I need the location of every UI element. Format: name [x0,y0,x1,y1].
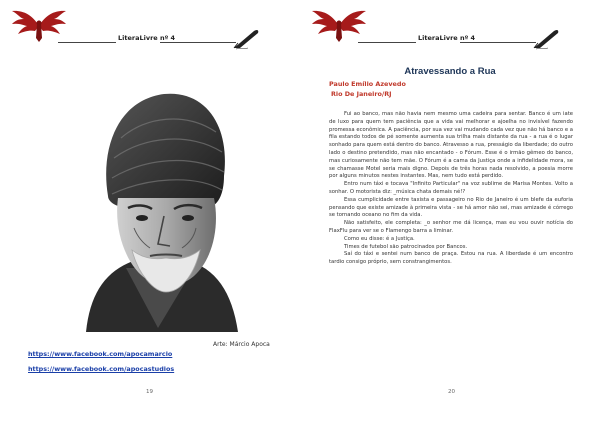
winged-logo-icon [10,6,68,44]
header-rule [58,42,116,43]
quill-pen-icon [232,28,260,50]
author-location: Rio De Janeiro/RJ [331,90,392,98]
header-rule [460,42,536,43]
paragraph: Saí do táxi e sentei num banco de praça. Estou na rua. A liberdade é um encontro tardio consigo próprio, sem constrangimentos. [329,251,573,266]
paragraph: Times de futebol são patrocinados por Bancos. [344,243,468,250]
paragraph: Fui ao banco, mas não havia nem mesmo uma cadeira para sentar. Banco é um iate de luxo para quem tem paciência que a vida vai melhorar e ajoelha no invisível fazendo promessa econômica. A paciência, por sua vez vai mudando cada vez que não há banco e a fila estando todos de pé somente aumenta sua trilha mais distante da rua - a rua é o lugar sonhado para quem está dentro do banco. Atravesso a rua, presságio da liberdade; do outro lado o destino pretendido, mas não encantado - o Fórum. Esse é o irmão gêmeo do banco, mas curiosamente não tem mãe. O Fórum é a cama da Justiça onde a infidelidade mora, se se chamasse Motel seria mais digno. Depois de três horas nada resolvido, a poesia morre por alguns minutos nestes instantes. Mas, nem tudo está perdido. [329,111,573,180]
facebook-link-apocastudios[interactable]: https://www.facebook.com/apocastudios [28,365,175,373]
header-title: LiteraLivre nº 4 [118,34,176,42]
paragraph: Essa cumplicidade entre taxista e passageiro no Rio de Janeiro é um blefe da euforia pensando que existe amizade à primeira vista - se há amor não sei, mas amizade é córrego se tornando oceano no fim da vida. [329,196,573,219]
page-number: 19 [146,389,153,395]
article-body [329,111,573,267]
right-page [300,0,600,424]
quill-pen-icon [532,28,560,50]
illustration-credit: Arte: Márcio Apoca [213,341,270,348]
paragraph: Não satisfeito, ele completa: _o senhor me dá licença, mas eu vou ouvir notícia do FlaxFlu para ver se o Flamengo barra a liminar. [329,220,573,234]
author-name: Paulo Emílio Azevedo [329,80,406,88]
header-rule [358,42,416,43]
paragraph: Como eu disse: é a Justiça. [344,235,415,242]
article-title: Atravessando a Rua [404,66,496,77]
paragraph: Entro num táxi e tocava "Infinito Particular" na voz sublime de Marisa Montes. Volto a sonhar. O motorista diz: _música chata demais né!? [329,181,573,195]
winged-logo-icon [310,6,368,44]
page-header [10,6,290,46]
header-rule [160,42,236,43]
old-man-portrait-illustration [66,78,250,332]
page-number: 20 [448,389,455,395]
facebook-link-apocamarcio[interactable]: https://www.facebook.com/apocamarcio [28,350,173,358]
header-title: LiteraLivre nº 4 [418,34,476,42]
page-header [310,6,590,46]
